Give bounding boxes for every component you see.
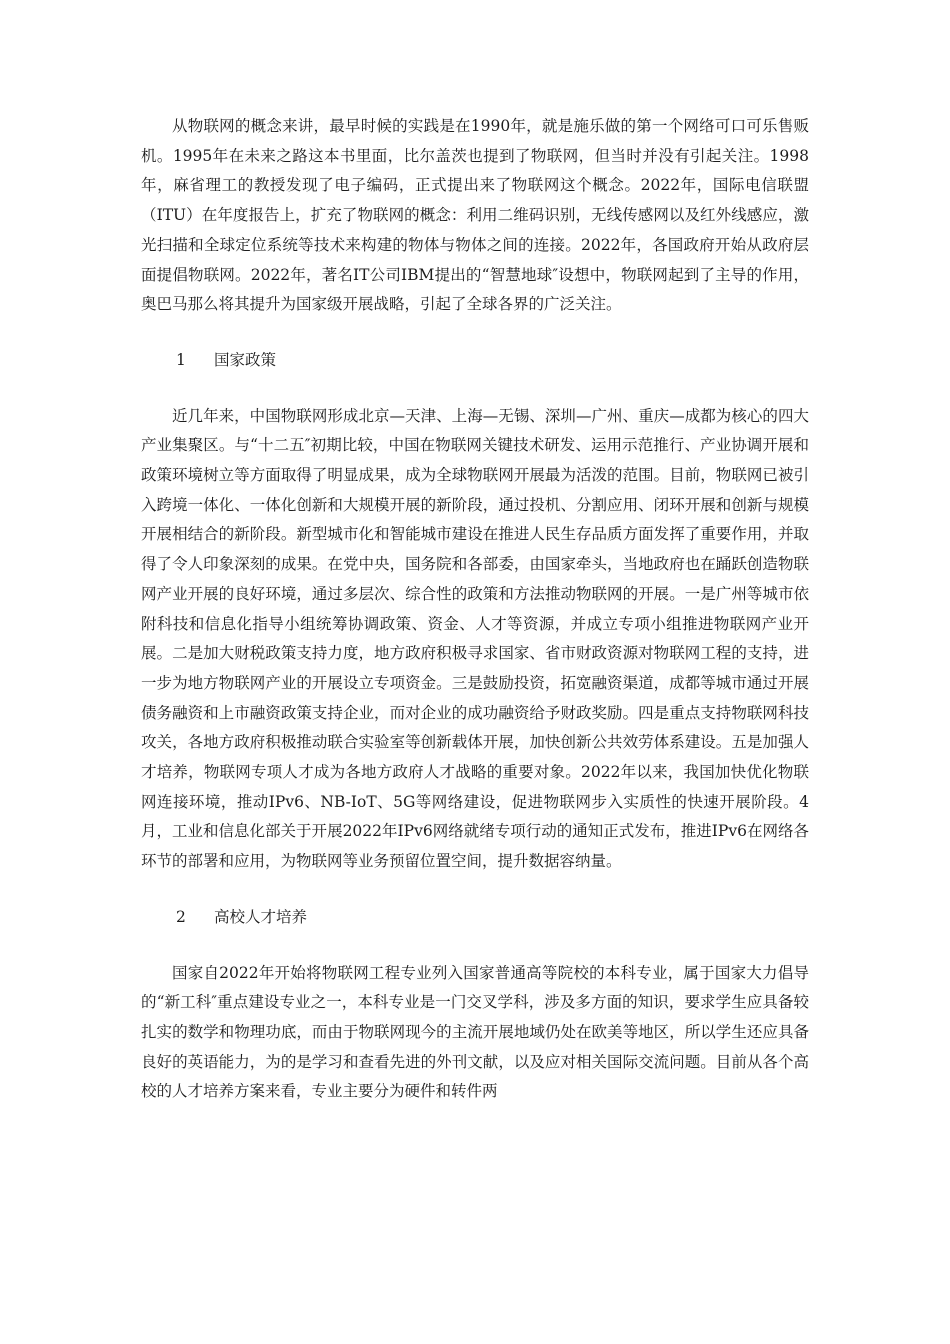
paragraph-spacer — [141, 320, 809, 346]
paragraph-national-policy: 近几年来，中国物联网形成北京—天津、上海—无锡、深圳—广州、重庆—成都为核心的四大产业集聚区。与“十二五″初期比较，中国在物联网关键技术研发、运用示范推行、产业协调开展和政策环境树立等方面取得了明显成果，成为全球物联网开展最为活泼的范围。目前，物联网已被引入跨境一体化、一体化创新和大规模开展的新阶段，通过投机、分割应用、闭环开展和创新与规模开展相结合的新阶段。新型城市化和智能城市建设在推进人民生存品质方面发挥了重要作用，并取得了令人印象深刻的成果。在党中央，国务院和各部委，由国家牵头，当地政府也在踊跃创造物联网产业开展的良好环境，通过多层次、综合性的政策和方法推动物联网的开展。一是广州等城市依附科技和信息化指导小组统筹协调政策、资金、人才等资源，并成立专项小组推进物联网产业开展。二是加大财税政策支持力度，地方政府积极寻求国家、省市财政资源对物联网工程的支持，进一步为地方物联网产业的开展设立专项资金。三是鼓励投资，拓宽融资渠道，成都等城市通过开展债务融资和上市融资政策支持企业，而对企业的成功融资给予财政奖励。四是重点支持物联网科技攻关，各地方政府积极推动联合实验室等创新载体开展，加快创新公共效劳体系建设。五是加强人才培养，物联网专项人才成为各地方政府人才战略的重要对象。2022年以来，我国加快优化物联网连接环境，推动IPv6、NB-IoT、5G等网络建设，促进物联网步入实质性的快速开展阶段。4月，工业和信息化部关于开展2022年IPv6网络就绪专项行动的通知正式发布，推进IPv6在网络各环节的部署和应用，为物联网等业务预留位置空间，提升数据容纳量。 — [141, 406, 809, 871]
section-number: 2 — [176, 907, 186, 926]
section-heading-university-talent — [141, 903, 809, 933]
paragraph-spacer — [141, 933, 809, 959]
paragraph-spacer — [141, 376, 809, 402]
section-title: 国家政策 — [214, 350, 277, 369]
section-title: 高校人才培养 — [214, 907, 308, 926]
paragraph-iot-history: 从物联网的概念来讲，最早时候的实践是在1990年，就是施乐做的第一个网络可口可乐售贩机。1995年在未来之路这本书里面，比尔盖茨也提到了物联网，但当时并没有引起关注。1998年，麻省理工的教授发现了电子编码，正式提出来了物联网这个概念。2022年，国际电信联盟（ITU）在年度报告上，扩充了物联网的概念：利用二维码识别，无线传感网以及红外线感应，激光扫描和全球定位系统等技术来构建的物体与物体之间的连接。2022年，各国政府开始从政府层面提倡物联网。2022年，著名IT公司IBM提出的“智慧地球″设想中，物联网起到了主导的作用，奥巴马那么将其提升为国家级开展战略，引起了全球各界的广泛关注。 — [141, 117, 809, 314]
paragraph-spacer — [141, 877, 809, 903]
section-heading-national-policy — [141, 346, 809, 376]
document-body — [141, 112, 809, 1107]
paragraph-university-talent: 国家自2022年开始将物联网工程专业列入国家普通高等院校的本科专业，属于国家大力倡导的“新工科″重点建设专业之一，本科专业是一门交叉学科，涉及多方面的知识，要求学生应具备较扎实的数学和物理功底，而由于物联网现今的主流开展地域仍处在欧美等地区，所以学生还应具备良好的英语能力，为的是学习和查看先进的外刊文献，以及应对相关国际交流问题。目前从各个高校的人才培养方案来看，专业主要分为硬件和转件两 — [141, 963, 809, 1101]
section-number: 1 — [176, 350, 186, 369]
